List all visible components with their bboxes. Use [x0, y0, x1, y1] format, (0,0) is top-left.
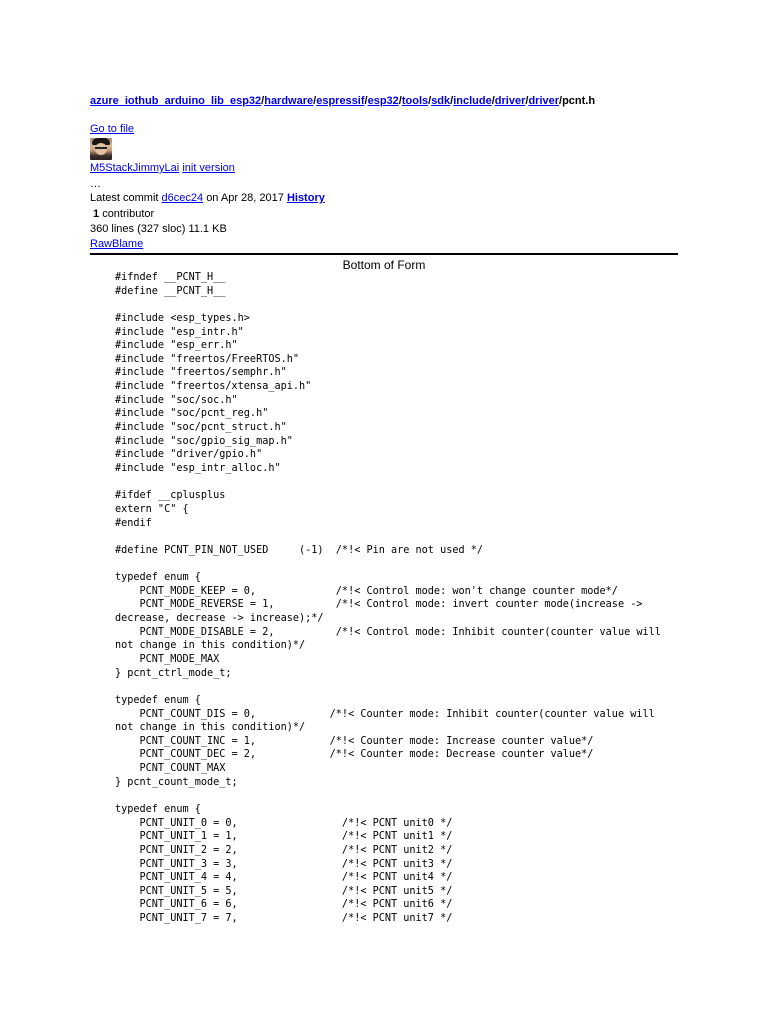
breadcrumb	[90, 95, 595, 107]
breadcrumb-separator: /	[364, 95, 368, 107]
code-line: extern "C" {	[115, 503, 189, 515]
code-line: PCNT_UNIT_2 = 2, /*!< PCNT unit2 */	[115, 844, 453, 856]
code-line	[115, 476, 661, 490]
code-line: PCNT_COUNT_MAX	[115, 763, 226, 775]
breadcrumb-link-hardware[interactable]: hardware	[264, 95, 314, 107]
code-line	[115, 530, 661, 544]
code-line: #include <esp_types.h>	[115, 312, 250, 324]
code-line: PCNT_COUNT_DEC = 2, /*!< Counter mode: Decrease counter value*/	[115, 749, 594, 761]
more-button[interactable]: …	[90, 178, 101, 190]
code-line: #include "esp_intr_alloc.h"	[115, 462, 281, 474]
contributors-line	[90, 208, 154, 220]
breadcrumb-separator: /	[559, 95, 563, 107]
code-line: #include "soc/soc.h"	[115, 394, 238, 406]
code-line: #ifndef __PCNT_H__	[115, 272, 226, 283]
breadcrumb-link-tools[interactable]: tools	[401, 95, 429, 107]
code-line: PCNT_UNIT_5 = 5, /*!< PCNT unit5 */	[115, 885, 453, 897]
code-line: #include "freertos/xtensa_api.h"	[115, 381, 312, 393]
code-line: PCNT_UNIT_6 = 6, /*!< PCNT unit6 */	[115, 899, 453, 911]
code-line	[115, 298, 661, 312]
code-line: #ifdef __cplusplus	[115, 490, 226, 502]
breadcrumb-current-file: pcnt.h	[562, 95, 596, 107]
avatar-face-shape	[95, 143, 107, 155]
contributor-count: 1	[93, 208, 100, 220]
author-link[interactable]: M5StackJimmyLai	[90, 162, 180, 174]
history-link[interactable]: History	[286, 192, 325, 204]
code-line: #include "freertos/FreeRTOS.h"	[115, 353, 300, 365]
raw-blame-link[interactable]: RawBlame	[90, 238, 144, 250]
latest-commit-label: Latest commit	[90, 192, 159, 204]
code-line: } pcnt_count_mode_t;	[115, 776, 238, 788]
commit-message-link[interactable]: init version	[182, 162, 235, 174]
code-line: #include "esp_err.h"	[115, 340, 238, 352]
file-stats	[90, 223, 227, 235]
breadcrumb-link-esp32[interactable]: esp32	[367, 95, 399, 107]
go-to-file-link[interactable]: Go to file	[90, 123, 135, 135]
code-line: PCNT_UNIT_3 = 3, /*!< PCNT unit3 */	[115, 858, 453, 870]
breadcrumb-link-driver-sub[interactable]: driver	[528, 95, 560, 107]
commit-hash-link[interactable]: d6cec24	[161, 192, 204, 204]
code-line: PCNT_UNIT_4 = 4, /*!< PCNT unit4 */	[115, 872, 453, 884]
code-line: PCNT_UNIT_1 = 1, /*!< PCNT unit1 */	[115, 831, 453, 843]
code-line: } pcnt_ctrl_mode_t;	[115, 667, 232, 679]
code-line: typedef enum {	[115, 803, 201, 815]
code-line: PCNT_UNIT_0 = 0, /*!< PCNT unit0 */	[115, 817, 453, 829]
breadcrumb-link-include[interactable]: include	[453, 95, 492, 107]
avatar-glasses-shape	[95, 147, 107, 149]
file-size: 11.1 KB	[188, 223, 227, 235]
code-line	[115, 557, 661, 571]
code-line: PCNT_MODE_REVERSE = 1, /*!< Control mode: invert counter mode(increase ->	[115, 599, 643, 611]
breadcrumb-link-sdk[interactable]: sdk	[431, 95, 451, 107]
code-line: #include "driver/gpio.h"	[115, 449, 263, 461]
code-line: not change in this condition)*/	[115, 722, 306, 734]
code-line: #include "soc/gpio_sig_map.h"	[115, 435, 293, 447]
commit-author-line	[90, 162, 235, 174]
code-line: not change in this condition)*/	[115, 640, 306, 652]
code-line	[115, 789, 661, 803]
code-line: PCNT_COUNT_DIS = 0, /*!< Counter mode: Inhibit counter(counter value will	[115, 708, 655, 720]
code-line: typedef enum {	[115, 572, 201, 584]
latest-commit-line	[90, 192, 325, 204]
code-line: PCNT_MODE_MAX	[115, 653, 220, 665]
code-line: #include "freertos/semphr.h"	[115, 367, 287, 379]
code-line: #define PCNT_PIN_NOT_USED (-1) /*!< Pin are not used */	[115, 544, 484, 556]
bottom-of-form-label: Bottom of Form	[342, 258, 426, 272]
code-line	[115, 680, 661, 694]
breadcrumb-separator: /	[491, 95, 495, 107]
breadcrumb-separator: /	[398, 95, 402, 107]
line-stats: 360 lines (327 sloc)	[90, 223, 186, 235]
breadcrumb-link-repo[interactable]: azure_iothub_arduino_lib_esp32	[90, 95, 262, 107]
breadcrumb-link-espressif[interactable]: espressif	[316, 95, 365, 107]
code-line: PCNT_MODE_DISABLE = 2, /*!< Control mode: Inhibit counter(counter value will	[115, 626, 661, 638]
code-line: decrease, decrease -> increase);*/	[115, 613, 324, 625]
code-line: #include "soc/pcnt_struct.h"	[115, 422, 287, 434]
breadcrumb-separator: /	[313, 95, 317, 107]
author-avatar[interactable]	[90, 138, 112, 160]
commit-date: on Apr 28, 2017	[206, 192, 284, 204]
contributor-label: contributor	[102, 208, 155, 220]
breadcrumb-separator: /	[261, 95, 265, 107]
breadcrumb-link-driver[interactable]: driver	[494, 95, 526, 107]
breadcrumb-separator: /	[450, 95, 454, 107]
breadcrumb-separator: /	[525, 95, 529, 107]
code-line: #include "esp_intr.h"	[115, 326, 244, 338]
code-view	[115, 271, 661, 926]
code-line: #endif	[115, 517, 152, 529]
code-line: #include "soc/pcnt_reg.h"	[115, 408, 269, 420]
form-divider	[90, 253, 678, 255]
code-line: PCNT_UNIT_7 = 7, /*!< PCNT unit7 */	[115, 913, 453, 925]
breadcrumb-separator: /	[428, 95, 432, 107]
code-line: PCNT_COUNT_INC = 1, /*!< Counter mode: Increase counter value*/	[115, 735, 594, 747]
code-line: PCNT_MODE_KEEP = 0, /*!< Control mode: won't change counter mode*/	[115, 585, 618, 597]
code-line: #define __PCNT_H__	[115, 285, 226, 297]
code-line: typedef enum {	[115, 694, 201, 706]
